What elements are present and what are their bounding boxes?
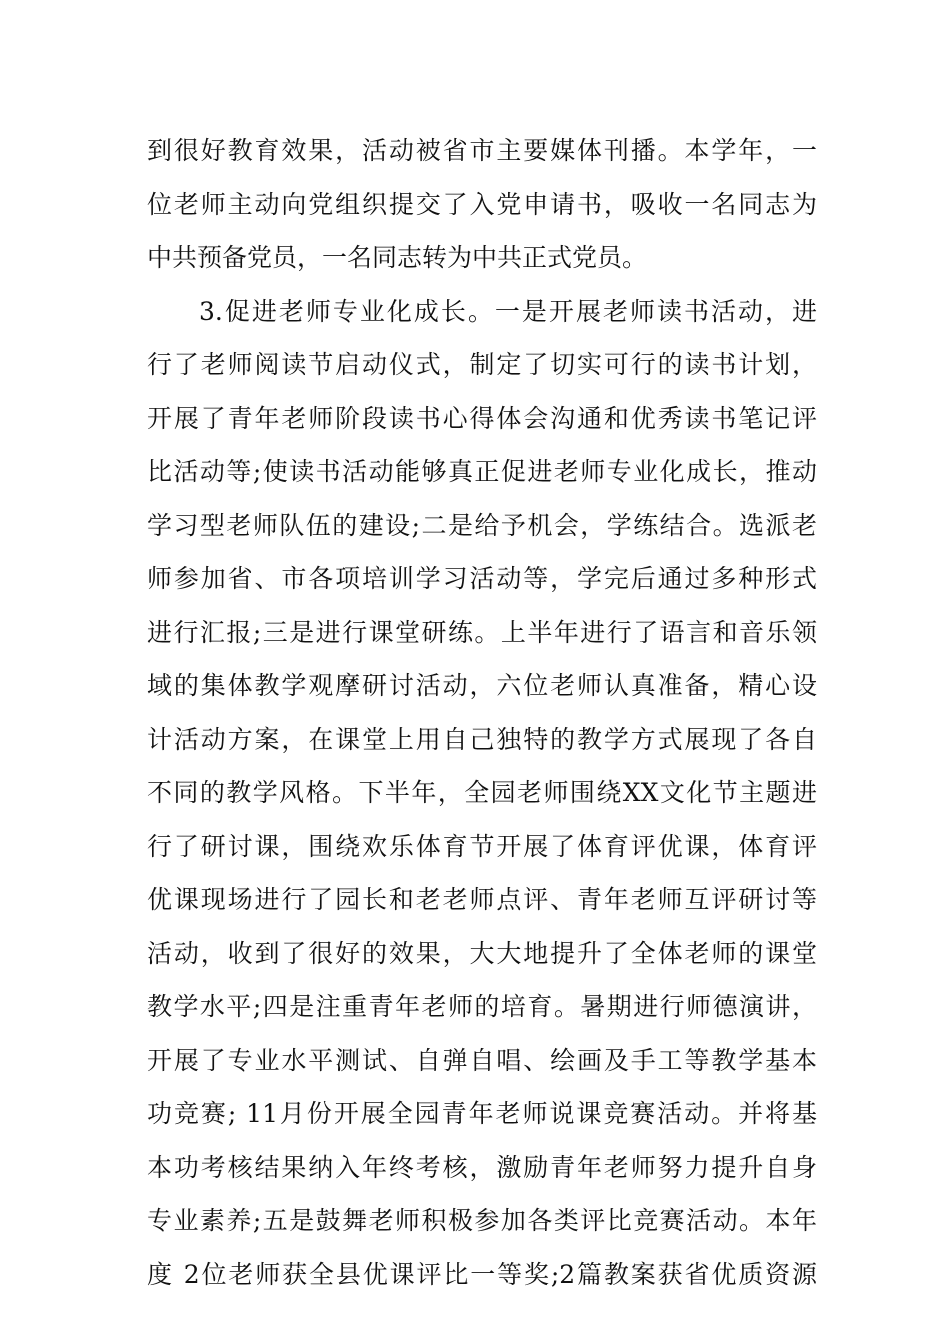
text-line: 教学水平;四是注重青年老师的培育。暑期进行师德演讲， [147, 992, 817, 1021]
text-line: 域的集体教学观摩研讨活动，六位老师认真准备，精心设 [147, 671, 817, 700]
text-line: 计活动方案，在课堂上用自己独特的教学方式展现了各自 [147, 724, 817, 754]
text-line: 不同的教学风格。下半年，全园老师围绕XX文化节主题进 [147, 778, 817, 807]
text-line: 开展了青年老师阶段读书心得体会沟通和优秀读书笔记评 [147, 403, 817, 433]
text-line: 学习型老师队伍的建设;二是给予机会，学练结合。选派老 [147, 510, 817, 540]
text-line: 行了研讨课，围绕欢乐体育节开展了体育评优课，体育评 [147, 831, 817, 861]
text-line: 位老师主动向党组织提交了入党申请书，吸收一名同志为 [147, 189, 817, 219]
text-line: 到很好教育效果，活动被省市主要媒体刊播。本学年，一 [147, 136, 817, 165]
paragraph-first-line: 3.促进老师专业化成长。一是开展老师读书活动，进 [199, 296, 817, 326]
document-body [147, 124, 817, 1301]
text-line: 功竞赛; 11月份开展全园青年老师说课竞赛活动。并将基 [147, 1099, 817, 1128]
text-line: 行了老师阅读节启动仪式，制定了切实可行的读书计划， [147, 350, 817, 379]
text-line: 比活动等;使读书活动能够真正促进老师专业化成长，推动 [147, 457, 817, 486]
text-line: 师参加省、市各项培训学习活动等，学完后通过多种形式 [147, 564, 817, 593]
text-line: 活动，收到了很好的效果，大大地提升了全体老师的课堂 [147, 938, 817, 968]
text-line: 度 2位老师获全县优课评比一等奖;2篇教案获省优质资源 [147, 1259, 817, 1289]
text-line: 优课现场进行了园长和老老师点评、青年老师互评研讨等 [147, 885, 817, 914]
text-line: 进行汇报;三是进行课堂研练。上半年进行了语言和音乐领 [147, 617, 817, 647]
text-line: 本功考核结果纳入年终考核，激励青年老师努力提升自身 [147, 1152, 817, 1182]
text-line: 中共预备党员，一名同志转为中共正式党员。 [147, 243, 648, 272]
text-line: 开展了专业水平测试、自弹自唱、绘画及手工等教学基本 [147, 1045, 817, 1075]
text-line: 专业素养;五是鼓舞老师积极参加各类评比竞赛活动。本年 [147, 1206, 817, 1235]
